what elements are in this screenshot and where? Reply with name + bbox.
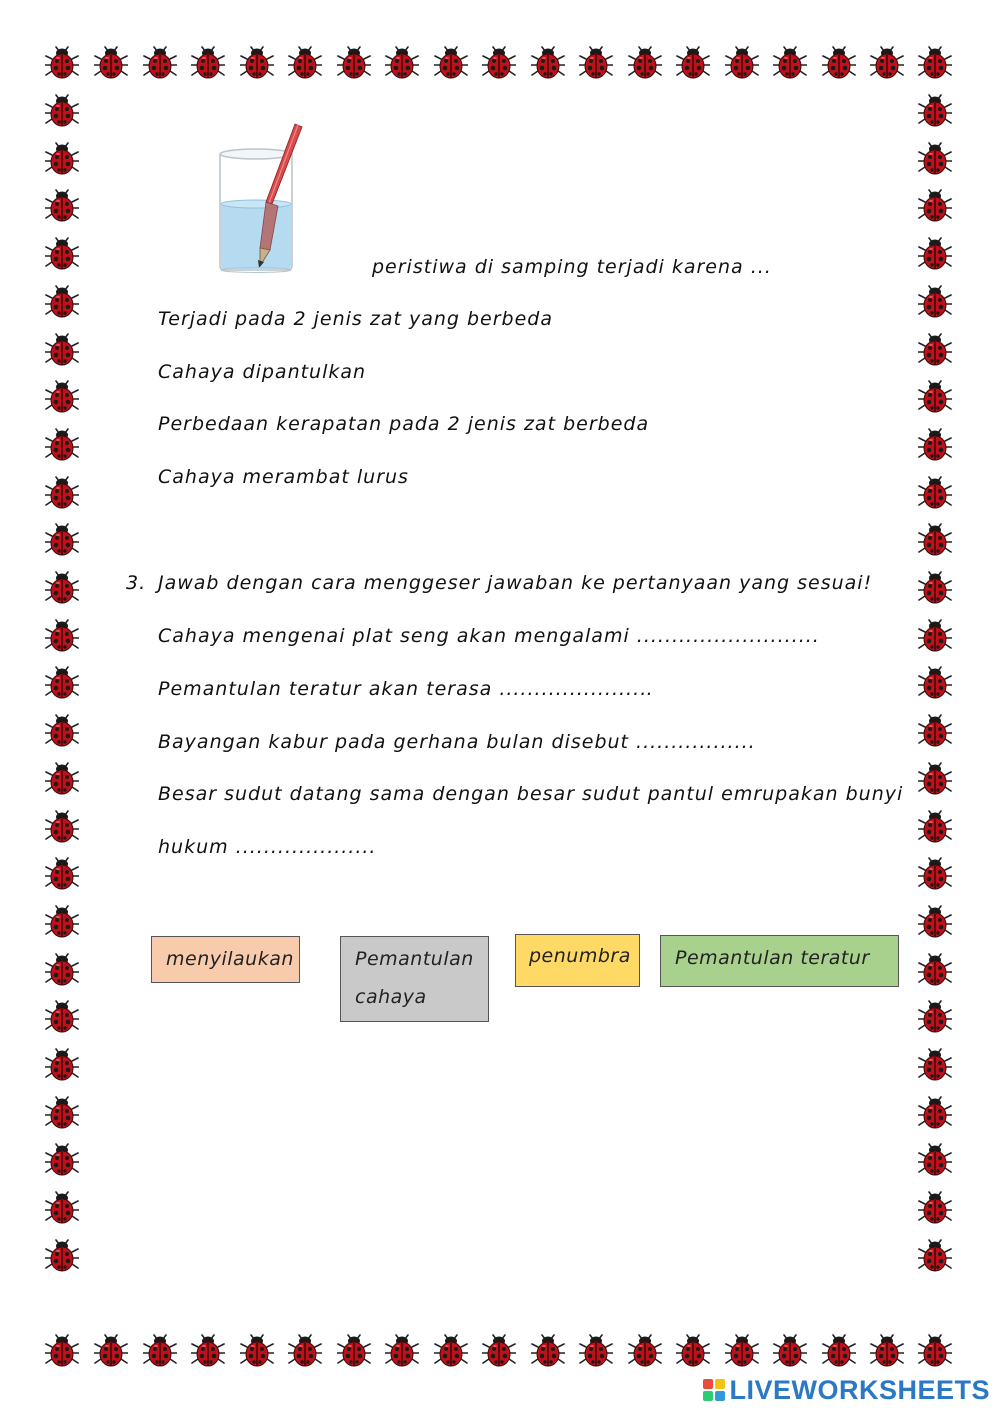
answer-card-menyilaukan[interactable]	[151, 936, 300, 983]
answer-card-pemantulan-teratur[interactable]	[660, 935, 899, 987]
question-2-prompt: peristiwa di samping terjadi karena ...	[372, 256, 772, 278]
answer-card-pemantulan-cahaya[interactable]	[340, 936, 489, 1022]
answer-card-penumbra[interactable]	[515, 934, 640, 987]
answer-card-label: menyilaukan	[166, 948, 294, 970]
question-3-item-5[interactable]: hukum ....................	[158, 836, 377, 858]
liveworksheets-logo-text: LIVEWORKSHEETS	[729, 1374, 990, 1405]
answer-card-label-line2: cahaya	[355, 986, 427, 1008]
liveworksheets-logo-icon	[703, 1379, 725, 1401]
question-3-item-4[interactable]: Besar sudut datang sama dengan besar sudut pantul emrupakan bunyi	[158, 783, 904, 805]
question-3-item-3[interactable]: Bayangan kabur pada gerhana bulan disebut .................	[158, 731, 756, 753]
answer-option-1[interactable]: Terjadi pada 2 jenis zat yang berbeda	[158, 308, 554, 330]
question-3-item-2[interactable]: Pemantulan teratur akan terasa ....................‥	[158, 678, 654, 700]
question-3-item-1[interactable]: Cahaya mengenai plat seng akan mengalami ..........................	[158, 625, 820, 647]
answer-card-label: Pemantulan teratur	[675, 947, 870, 969]
question-3-instruction: Jawab dengan cara menggeser jawaban ke pertanyaan yang sesuai!	[158, 572, 873, 594]
answer-option-3[interactable]: Perbedaan kerapatan pada 2 jenis zat berbeda	[158, 413, 650, 435]
answer-card-label: Pemantulan	[355, 948, 474, 970]
answer-card-label: penumbra	[529, 945, 631, 967]
glass-with-pencil-image	[212, 120, 312, 275]
answer-option-4[interactable]: Cahaya merambat lurus	[158, 466, 409, 488]
liveworksheets-logo	[703, 1375, 990, 1405]
question-3-number: 3.	[126, 572, 147, 594]
answer-option-2[interactable]: Cahaya dipantulkan	[158, 361, 367, 383]
